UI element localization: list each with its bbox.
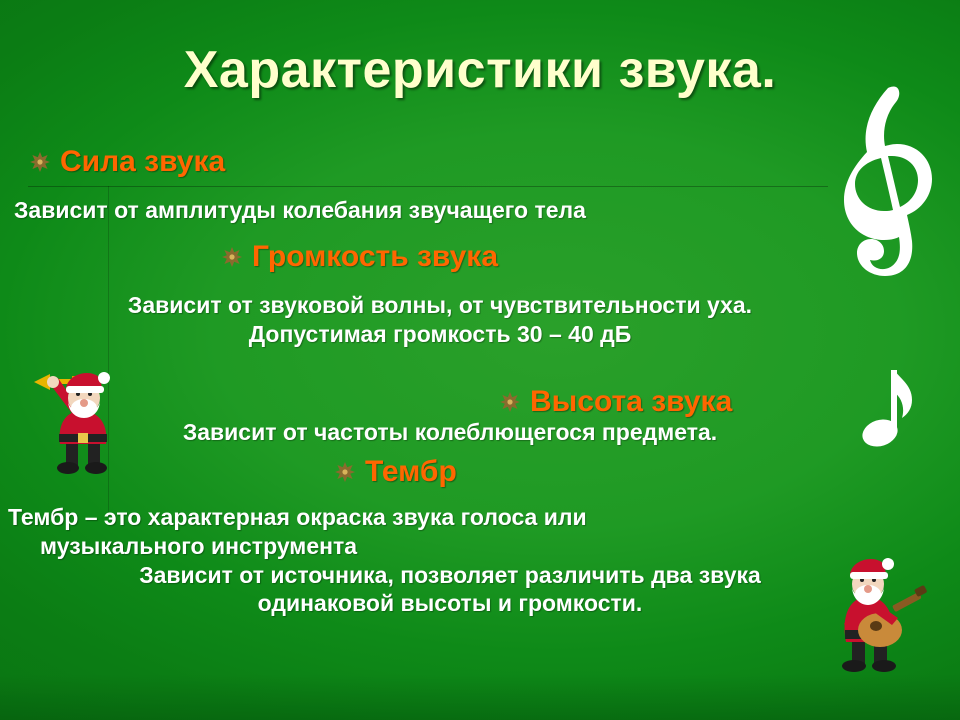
body-line: Зависит от частоты колеблющегося предмета.: [182, 419, 718, 445]
body-line: Зависит от звуковой волны, от чувствительности уха.: [127, 292, 753, 318]
section-heading-label-1: Сила звука: [60, 145, 226, 178]
body-line: Допустимая громкость 30 – 40 дБ: [248, 320, 632, 347]
floral-bullet-icon: [500, 392, 520, 412]
section-heading-label-3: Высота звука: [530, 385, 733, 418]
section-body-2: [0, 291, 880, 349]
body-line: Тембр – это характерная окраска звука голоса или: [8, 504, 587, 530]
page-title: Характеристики звука.: [183, 41, 777, 99]
section-heading-4: [335, 455, 457, 489]
body-line: одинаковой высоты и громкости.: [257, 590, 643, 617]
treble-clef-icon: [826, 86, 936, 276]
section-heading-2: [222, 240, 498, 274]
section-body-3: [0, 418, 900, 447]
section-heading-3: [500, 385, 732, 419]
section-body-1: [14, 196, 586, 225]
section-heading-label-4: Тембр: [365, 455, 457, 488]
horizontal-divider: [28, 186, 828, 187]
body-line: Зависит от амплитуды колебания звучащего тела: [14, 197, 586, 223]
body-line: музыкального инструмента: [40, 532, 358, 559]
section-heading-1: [30, 145, 225, 179]
floral-bullet-icon: [30, 152, 50, 172]
section-body-4: [0, 503, 900, 618]
section-heading-label-2: Громкость звука: [252, 240, 499, 273]
floral-bullet-icon: [222, 247, 242, 267]
body-line: Зависит от источника, позволяет различить два звука: [139, 561, 761, 588]
floral-bullet-icon: [335, 462, 355, 482]
